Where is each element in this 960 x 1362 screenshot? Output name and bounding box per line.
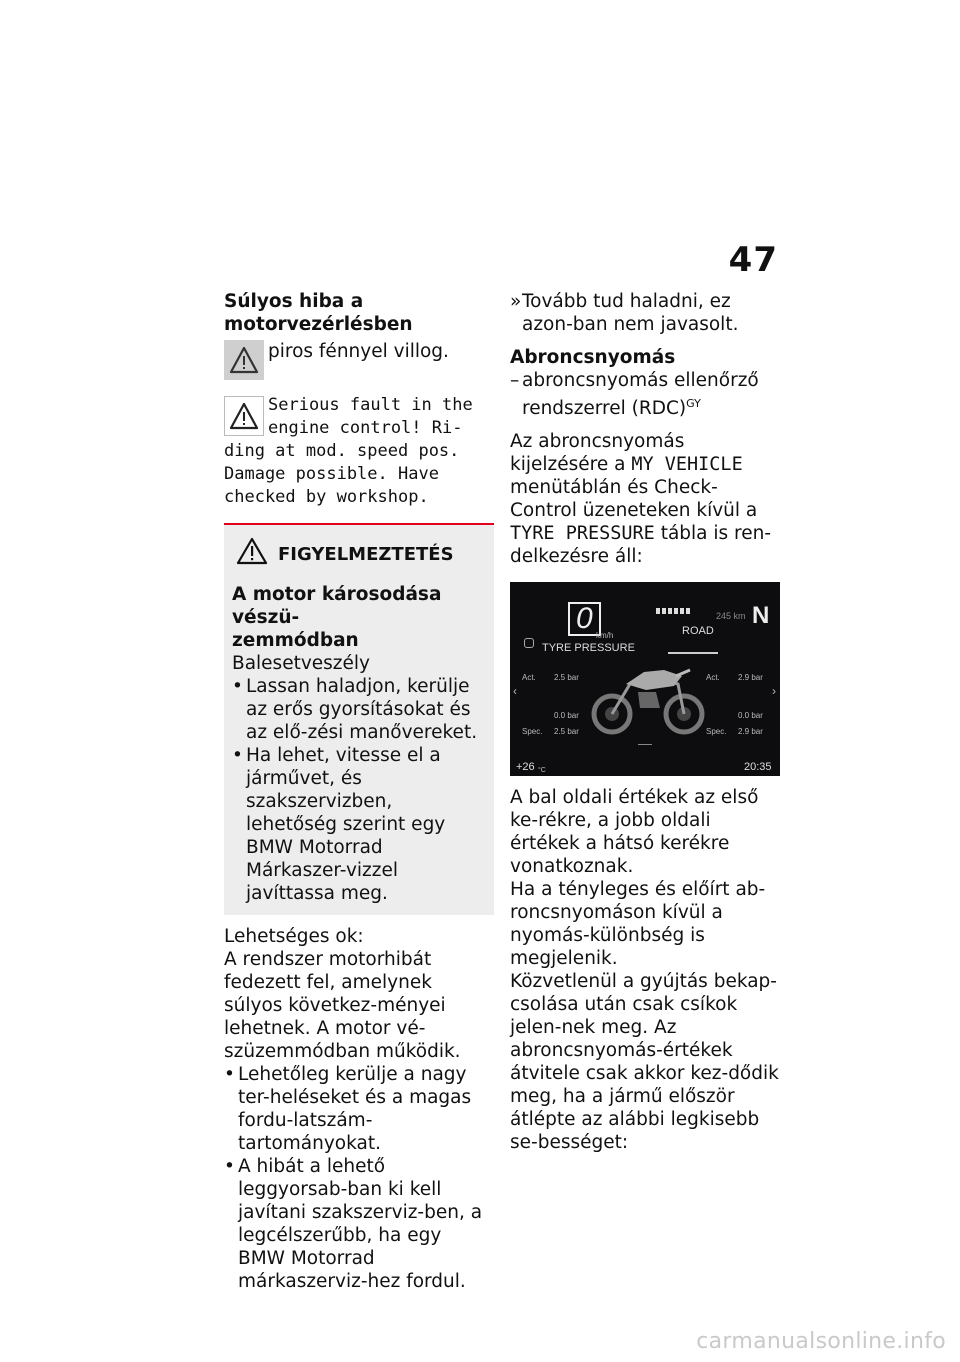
possible-cause <box>224 925 494 1063</box>
warning-risk: Balesetveszély <box>232 653 370 674</box>
warning-subtitle-line-1: A motor károsodása vészü- <box>232 584 442 628</box>
footer-watermark: carmanualsonline.info <box>696 1329 946 1354</box>
fault-message-line-2: ding at mod. speed pos. <box>224 441 460 461</box>
front-spec-value: 2.5 bar <box>554 727 579 737</box>
warning-bullets <box>232 675 486 905</box>
warning-triangle-icon <box>224 340 264 380</box>
scroll-indicator <box>638 740 652 745</box>
tft-display-image <box>510 582 780 776</box>
left-arrow-icon: ‹ <box>513 684 517 699</box>
possible-cause-label: Lehetséges ok: <box>224 926 364 947</box>
rear-act-value: 2.9 bar <box>738 673 763 683</box>
section-heading-tyre-pressure: Abroncsnyomás <box>510 347 676 368</box>
gear-indicator: N <box>752 602 770 630</box>
motorcycle-image <box>586 662 708 736</box>
rdc-option <box>510 369 782 420</box>
rear-spec-value: 2.9 bar <box>738 727 763 737</box>
pressure-difference-note: Ha a tényleges és előírt ab-roncsnyomáson kívül a nyomás-különbség is megjelenik. <box>510 879 766 970</box>
tyre-icon <box>524 638 534 648</box>
temperature-value: +26 <box>516 761 535 774</box>
fault-message-line-1: Serious fault in the engine control! Ri- <box>268 395 473 438</box>
list-item: • Lehetőleg kerülje a nagy ter-heléseket és a magas fordu-latszám-tartományokat. <box>224 1063 494 1155</box>
speed-value: 0 <box>568 602 601 636</box>
cause-bullets <box>224 1063 494 1293</box>
menu-name-tyre-pressure: TYRE PRESSURE <box>510 523 655 545</box>
indicator-red-row <box>224 340 494 380</box>
front-act-label: Act. <box>522 673 536 683</box>
tyre-pressure-intro <box>510 430 782 568</box>
fault-message-line-4: checked by workshop. <box>224 487 429 507</box>
warning-title: FIGYELMEZTETÉS <box>278 543 454 565</box>
indicator-red-text: piros fénnyel villog. <box>268 341 449 362</box>
list-item: • Lassan haladjon, kerülje az erős gyorsításokat és az elő-zési manővereket. <box>232 675 486 744</box>
temperature-unit: °C <box>538 767 546 775</box>
continue-text: » Tovább tud haladni, ez azon-ban nem javasolt. <box>510 290 782 336</box>
right-column <box>510 290 782 1154</box>
menu-title: TYRE PRESSURE <box>542 642 635 655</box>
list-item: • Ha lehet, vitesse el a járművet, és szakszervizben, lehetőség szerint egy BMW Motorrad Márkaszer-vizzel javíttassa meg. <box>232 744 486 905</box>
list-item: • A hibát a lehető leggyorsab-ban ki kell javítani szakszerviz-ben, a legcélszerűbb, ha egy BMW Motorrad márkaszerviz-hez fordul. <box>224 1155 494 1293</box>
rear-act-label: Act. <box>706 673 720 683</box>
intro-text-b: menütáblán és Check-Control üzeneteken kívül a <box>510 477 758 522</box>
front-diff-value: 0.0 bar <box>554 711 579 721</box>
transmission-note: Közvetlenül a gyújtás bekap-csolása után csak csíkok jelen-nek meg. Az abroncsnyomás-értékek átvitele csak akkor kez-dődik meg, ha a jármű először átlépte az alábbi legkisebb se-bességet: <box>510 971 779 1154</box>
intro-text-c: tábla is ren-delkezésre áll: <box>510 523 772 568</box>
left-column <box>224 290 494 1293</box>
warning-triangle-icon <box>224 396 264 436</box>
possible-cause-text: A rendszer motorhibát fedezett fel, amelynek súlyos következ-ményei lehetnek. A motor vé-szüzemmódban működik. <box>224 949 461 1062</box>
speed-unit: km/h <box>596 631 614 641</box>
warning-triangle-icon <box>236 537 268 571</box>
front-spec-label: Spec. <box>522 727 543 737</box>
warning-subtitle <box>232 583 486 652</box>
front-act-value: 2.5 bar <box>554 673 579 683</box>
warning-box <box>224 523 494 915</box>
fault-message <box>224 394 494 509</box>
fault-message-line-3: Damage possible. Have <box>224 464 439 484</box>
page-number: 47 <box>728 240 778 280</box>
menu-name-my-vehicle: MY VEHICLE <box>631 454 743 476</box>
rdc-option-text: abroncsnyomás ellenőrző rendszerrel (RDC) <box>522 370 759 420</box>
intro-text-a: Az abroncsnyomás kijelzésére a <box>510 431 685 476</box>
clock: 20:35 <box>744 761 772 774</box>
section-heading-engine-fault: Súlyos hiba a motorvezérlésben <box>224 291 413 335</box>
rear-diff-value: 0.0 bar <box>738 711 763 721</box>
fuel-gauge-icon <box>656 608 690 614</box>
title-underline <box>668 652 718 654</box>
warning-subtitle-line-2: zemmódban <box>232 630 359 651</box>
rear-spec-label: Spec. <box>706 727 727 737</box>
range-value: 245 km <box>716 611 746 622</box>
option-code: GY <box>686 397 701 410</box>
tyre-side-explanation: A bal oldali értékek az első ke-rékre, a jobb oldali értékek a hátsó kerékre vonatkoznak. <box>510 787 759 878</box>
riding-mode: ROAD <box>682 625 714 638</box>
right-arrow-icon: › <box>772 684 776 699</box>
